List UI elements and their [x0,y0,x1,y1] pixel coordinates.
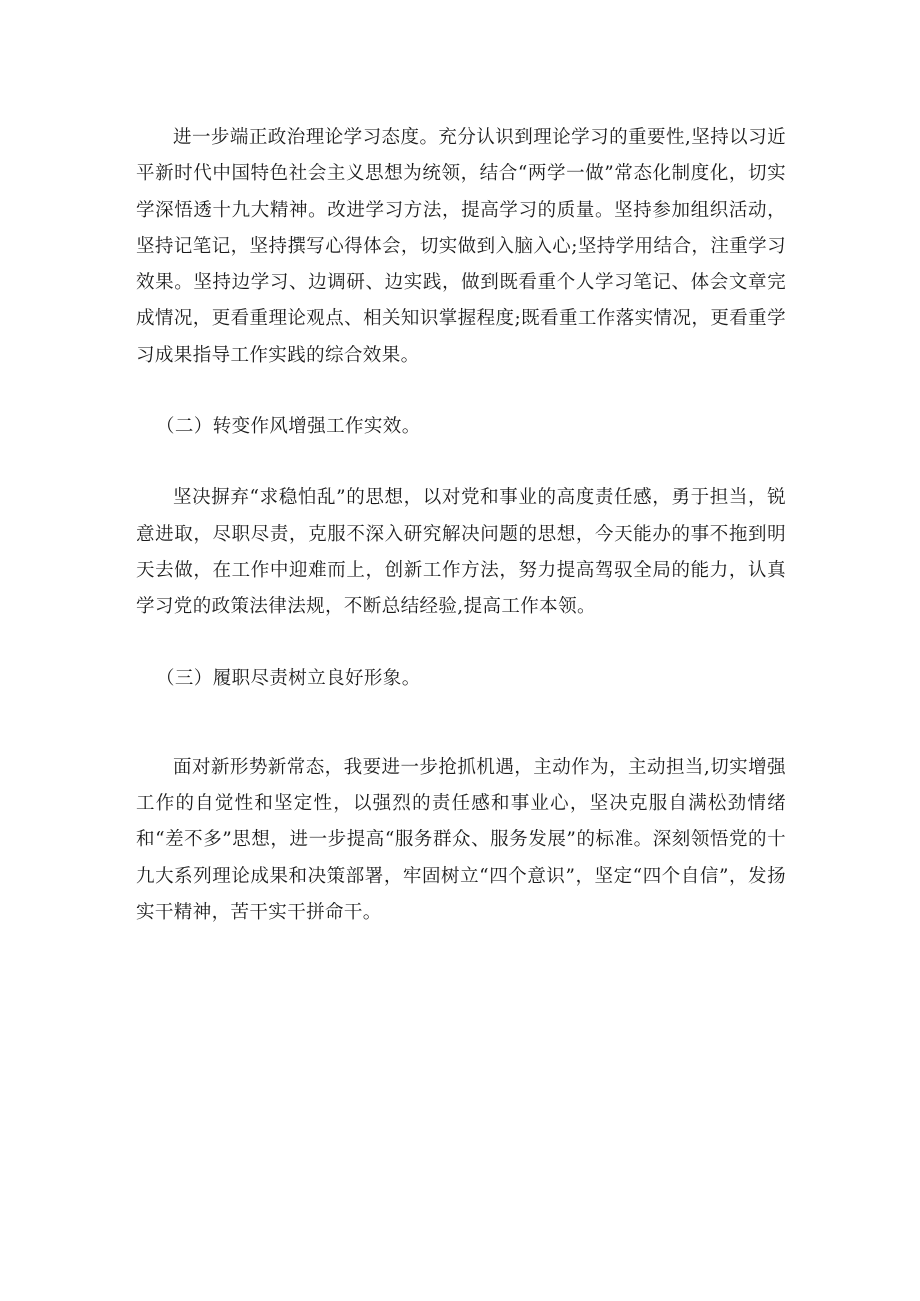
paragraph-study-attitude: 进一步端正政治理论学习态度。充分认识到理论学习的重要性,坚持以习近平新时代中国特色社会主义思想为统领，结合“两学一做”常态化制度化，切实学深悟透十九大精神。改进学习方法，提高学习的质量。坚持参加组织活动，坚持记笔记，坚持撰写心得体会，切实做到入脑入心;坚持学用结合，注重学习效果。坚持边学习、边调研、边实践，做到既看重个人学习笔记、体会文章完成情况，更看重理论观点、相关知识掌握程度;既看重工作落实情况，更看重学习成果指导工作实践的综合效果。 [136,127,786,366]
spacer [136,445,786,480]
spacer [136,697,786,750]
paragraph-good-image: 面对新形势新常态，我要进一步抢抓机遇，主动作为，主动担当,切实增强工作的自觉性和坚定性，以强烈的责任感和事业心，坚决克服自满松劲情绪和“差不多”思想，进一步提高“服务群众、服务发展”的标准。深刻领悟党的十九大系列理论成果和决策部署，牢固树立“四个意识”，坚定“四个自信”，发扬实干精神，苦干实干拼命干。 [136,756,786,924]
spacer [136,374,786,409]
paragraph-work-style: 坚决摒弃“求稳怕乱”的思想，以对党和事业的高度责任感，勇于担当，锐意进取，尽职尽责，克服不深入研究解决问题的思想，今天能办的事不拖到明天去做，在工作中迎难而上，创新工作方法，努力提高驾驭全局的能力，认真学习党的政策法律法规，不断总结经验,提高工作本领。 [136,487,786,618]
section-heading-3: （三）履职尽责树立良好形象。 [156,667,421,689]
document-body [136,120,786,931]
section-heading-2: （二）转变作风增强工作实效。 [156,416,421,438]
spacer [136,626,786,661]
